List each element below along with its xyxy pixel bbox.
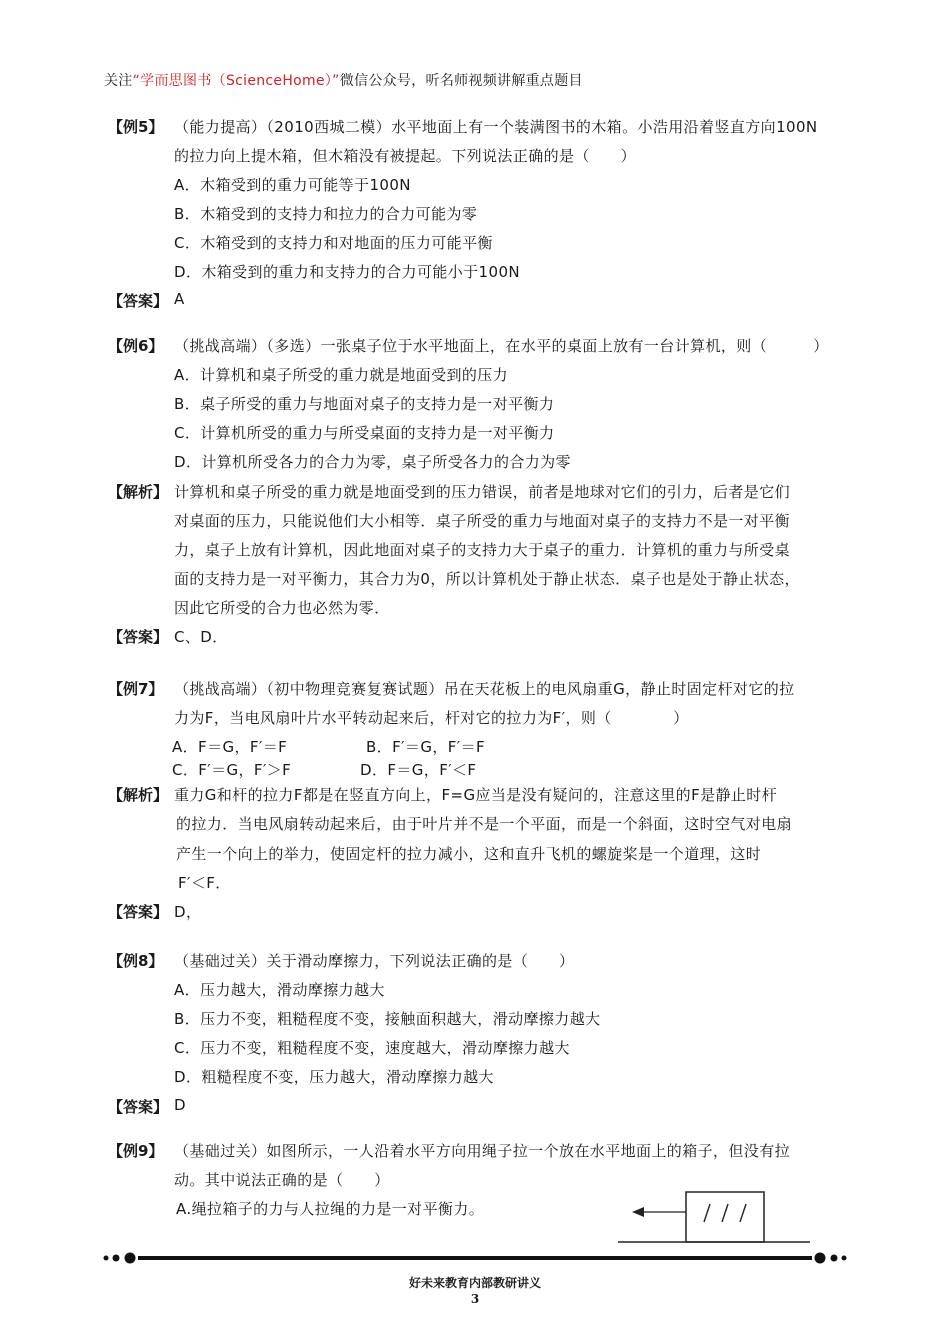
ex7-option-b: B．F′＝G，F′＝F [366,738,486,756]
page-number: 3 [470,1292,480,1306]
ex7-option-d: D．F＝G，F′＜F [360,761,477,779]
ex8-option-b: B．压力不变，粗糙程度不变，接触面积越大，滑动摩擦力越大 [174,1010,601,1028]
ex7-analysis-label: 【解析】 [108,786,169,804]
header-suffix: 微信公众号，听名师视频讲解重点题目 [339,73,583,89]
ex7-answer-label: 【答案】 [108,903,169,921]
ex7-analysis-line: F′＜F． [178,874,231,892]
ex7-label: 【例7】 [108,680,164,698]
ex8-option-d: D．粗糙程度不变，压力越大，滑动摩擦力越大 [174,1068,494,1086]
ex6-analysis-line: 力，桌子上放有计算机，因此地面对桌子的支持力大于桌子的重力．计算机的重力与所受桌 [174,541,791,559]
ex5-answer-label: 【答案】 [108,292,169,310]
page-header [104,70,583,90]
hatch-mark [722,1204,728,1222]
ex6-analysis-line: 计算机和桌子所受的重力就是地面受到的压力错误，前者是地球对它们的引力，后者是它们 [174,483,791,501]
ex6-option-a: A．计算机和桌子所受的重力就是地面受到的压力 [174,366,509,384]
ex7-stem-1: （挑战高端）（初中物理竞赛复赛试题）吊在天花板上的电风扇重G，静止时固定杆对它的拉 [174,680,795,698]
ex5-option-a: A．木箱受到的重力可能等于100N [174,176,411,194]
ex6-analysis-line: 面的支持力是一对平衡力，其合力为0，所以计算机处于静止状态．桌子也是处于静止状态， [174,570,800,588]
box [686,1192,764,1242]
ex8-option-c: C．压力不变，粗糙程度不变，速度越大，滑动摩擦力越大 [174,1039,570,1057]
ex7-analysis-line: 产生一个向上的举力，使固定杆的拉力减小，这和直升飞机的螺旋桨是一个道理，这时 [176,845,762,863]
ex7-analysis-line: 重力G和杆的拉力F都是在竖直方向上，F=G应当是没有疑问的，注意这里的F是静止时杆 [174,786,778,804]
ex7-answer: D， [174,903,202,921]
ex5-option-c: C．木箱受到的支持力和对地面的压力可能平衡 [174,234,493,252]
ex5-stem-2: 的拉力向上提木箱，但木箱没有被提起。下列说法正确的是（ ） [174,147,637,165]
ex8-answer-label: 【答案】 [108,1098,169,1116]
footer-divider [100,1248,850,1268]
ex6-option-c: C．计算机所受的重力与所受桌面的支持力是一对平衡力 [174,424,555,442]
ex6-answer-label: 【答案】 [108,628,169,646]
ex6-stem-1: （挑战高端）（多选）一张桌子位于水平地面上，在水平的桌面上放有一台计算机，则（ ） [174,337,829,355]
footer-text: 好未来教育内部教研讲义 [408,1276,541,1290]
ex6-option-d: D．计算机所受各力的合力为零，桌子所受各力的合力为零 [174,453,571,471]
header-prefix: 关注 [104,73,133,89]
ex6-analysis-line: 对桌面的压力，只能说他们大小相等．桌子所受的重力与地面对桌子的支持力不是一对平衡 [174,512,791,530]
ex8-stem-1: （基础过关）关于滑动摩擦力，下列说法正确的是（ ） [174,952,575,970]
hatch-mark [704,1204,710,1222]
ex5-label: 【例5】 [108,118,164,136]
ex6-option-b: B．桌子所受的重力与地面对桌子的支持力是一对平衡力 [174,395,555,413]
ex5-option-b: B．木箱受到的支持力和拉力的合力可能为零 [174,205,478,223]
ex6-answer: C、D． [174,628,228,646]
ex9-box-figure [618,1186,810,1246]
ex5-answer: A [174,290,185,308]
header-brand[interactable]: “学而思图书（ScienceHome）” [132,73,340,89]
ex6-analysis-line: 因此它所受的合力也必然为零． [174,599,390,617]
hatch-mark [740,1204,746,1222]
ex9-stem-2: 动。其中说法正确的是（ ） [174,1171,390,1189]
ex8-label: 【例8】 [108,952,164,970]
ex9-stem-1: （基础过关）如图所示，一人沿着水平方向用绳子拉一个放在水平地面上的箱子，但没有拉 [174,1142,791,1160]
ex7-stem-2: 力为F，当电风扇叶片水平转动起来后，杆对它的拉力为F′，则（ ） [174,709,689,727]
ex7-option-c: C．F′＝G，F′＞F [172,761,292,779]
ex8-answer: D [174,1096,186,1114]
ex9-label: 【例9】 [108,1142,164,1160]
ex5-option-d: D．木箱受到的重力和支持力的合力可能小于100N [174,263,521,281]
ex6-analysis-label: 【解析】 [108,483,169,501]
ex7-option-a: A．F＝G，F′＝F [172,738,288,756]
ex8-option-a: A．压力越大，滑动摩擦力越大 [174,981,385,999]
arrow-head-icon [632,1207,644,1217]
ex5-stem-1: （能力提高）（2010西城二模）水平地面上有一个装满图书的木箱。小浩用沿着竖直方向100N [174,118,818,136]
ex9-option-a: A.绳拉箱子的力与人拉绳的力是一对平衡力。 [176,1200,485,1218]
ex6-label: 【例6】 [108,337,164,355]
ex7-analysis-line: 的拉力．当电风扇转动起来后，由于叶片并不是一个平面，而是一个斜面，这时空气对电扇 [176,815,793,833]
